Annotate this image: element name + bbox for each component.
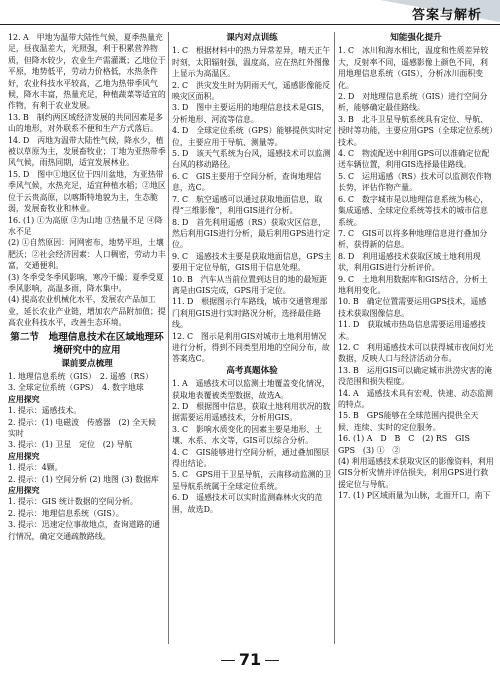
answer-line: 2. D 对地理信息系统（GIS）进行空间分析，能够确定最佳路线。 — [338, 92, 488, 113]
answer-line: 3. B 北斗卫星导航系统具有定位、导航、授时等功能，主要应用GPS（全球定位系统）技术。 — [338, 114, 494, 147]
answer-line: 1. C 冰川和海水相比，温度和性质差异较大，反射率不同，遥感影像上颜色不同，利用地理信息系统（GIS），分析冰川面积变化。 — [338, 46, 489, 90]
column-1 — [8, 32, 166, 646]
page-number — [0, 650, 500, 669]
answer-line: 2. 提示：地理信息系统（GIS）。 — [8, 508, 124, 518]
header-rule — [0, 24, 500, 25]
page-number-dash — [265, 660, 279, 661]
answer-line: 16. (1) A D B C (2) RS GIS GPS (3) ① ② — [338, 434, 478, 455]
answer-line: (2) ①自然原因：河网密布，地势平坦，土壤肥沃；②社会经济因素：人口稠密，劳动力丰富，交通便利。 — [8, 238, 166, 271]
answer-line: 3. 提示：(1) 卫星 定位 (2) 导航 — [8, 440, 133, 450]
answer-line: 7. C 航空遥感可以通过获取地面信息，取得“三维影像”，利用GIS进行分析。 — [172, 194, 323, 216]
answer-line: 14. D 丙地为温带大陆性气候，降水少，植被以草原为主，发展畜牧业；丁地为亚热带季风气候，雨热同期，适宜发展林业。 — [8, 135, 166, 168]
answer-line: 5. C GPS用于卫星导航，云南移动监测的卫星导航系统属于全球定位系统。 — [172, 470, 332, 491]
answer-line: 1. A 遥感技术可以监测土地覆盖变化情况，获取地表覆被类型数据，故选A。 — [172, 379, 330, 400]
answer-line: (4) 利用遥感技术获取灾区的影像资料，利用GIS分析灾情并评估损失，利用GPS进行救援定位与导航。 — [338, 457, 494, 489]
answer-line: 应用探究 — [8, 394, 40, 404]
header-title: 答案与解析 — [411, 8, 482, 23]
answer-line: 10. B 确定位置需要运用GPS技术，遥感技术获取图像信息。 — [338, 297, 487, 318]
answer-line: 2. 提示：(1) 电磁波 传感器 (2) 全天候 实时 — [8, 417, 164, 438]
column-2 — [172, 32, 332, 646]
column-divider — [168, 32, 169, 644]
answer-block — [8, 32, 166, 329]
answer-line: 9. C 土地利用数据库和GIS结合，分析土地利用变化。 — [338, 274, 488, 295]
answer-line: 6. D 遥感技术可以实时监测森林火灾的范围，故选D。 — [172, 493, 323, 514]
answer-line: 1. 地理信息系统（GIS） 2. 遥感（RS） — [8, 371, 153, 381]
answer-line: 4. D 全球定位系统（GPS）能够提供实时定位，主要应用于导航、测量等。 — [172, 126, 332, 147]
answer-line: 15. B GPS能够在全球范围内提供全天候、连续、实时的定位服务。 — [338, 411, 479, 432]
section-title: 第二节 地理信息技术在区域地理环境研究中的应用 — [10, 331, 164, 356]
answer-line: 1. 提示：GIS 统计数据的空间分析。 — [8, 497, 138, 507]
answer-line: (4) 提高农业机械化水平，发展农产品加工业，延长农业产业链，增加农产品附加值；提高农业科技水平，改善生态环境。 — [8, 295, 166, 328]
column-3 — [338, 32, 494, 646]
answer-block — [172, 378, 332, 515]
answer-line: 12. C 图示是利用GIS对城市土地利用情况进行分析，得到不同类型用地的空间分布，故答案选C。 — [172, 331, 330, 364]
answer-line: 应用探究 — [8, 451, 40, 461]
answer-line: 13. B 运用GIS可以确定城市洪涝灾害的淹没范围和损失程度。 — [338, 365, 493, 387]
answer-line: 3. D 图中主要运用的地理信息技术是GIS，分析地形、河流等信息。 — [172, 103, 330, 124]
answer-block — [172, 45, 332, 364]
answer-line: 2. 提示：(1) 空间分析 (2) 地图 (3) 数据库 — [8, 474, 159, 484]
answer-line: 3. 提示：迅速定位事故地点，查询道路的通行情况，确定交通疏散路线。 — [8, 520, 161, 541]
answer-line: 15. D 图中①地区位于四川盆地，为亚热带季风气候，水热充足，适宜种植水稻；②地区位于云贵高原，以喀斯特地貌为主，生态脆弱，发展畜牧业和林业。 — [8, 169, 166, 214]
answer-line: 10. B 汽车从当前位置到达目的地的最短距离是由GIS完成，GPS用于定位。 — [172, 274, 327, 295]
page-number-text: 71 — [238, 650, 262, 669]
answer-line: 9. C 遥感技术主要是获取地面信息，GPS主要用于定位导航，GIS用于信息处理。 — [172, 251, 332, 273]
answer-line: 11. D 获取城市热岛信息需要运用遥感技术。 — [338, 320, 486, 341]
page-header — [0, 0, 500, 26]
subsection-title: 知能强化提升 — [390, 33, 442, 43]
answer-line: 8. D 利用遥感技术获取区域土地利用现状，利用GIS进行分析评价。 — [338, 251, 481, 273]
answer-line: 4. C GIS能够进行空间分析，通过叠加图层得出结论。 — [172, 447, 330, 469]
answer-line: 12. C 利用遥感技术可以获得城市夜间灯光数据，反映人口与经济活动分布。 — [338, 342, 494, 364]
subsection-title: 课内对点训练 — [226, 33, 278, 43]
answer-block — [8, 371, 166, 542]
answer-line: 14. A 遥感技术具有宏观、快速、动态监测的特点。 — [338, 388, 493, 409]
answer-block — [338, 45, 494, 501]
subsection-title: 课前要点梳理 — [61, 358, 113, 369]
answer-line: 5. C 运用遥感（RS）技术可以监测农作物长势，评估作物产量。 — [338, 171, 492, 193]
answer-line: 7. C GIS可以将多种地理信息进行叠加分析，获得新的信息。 — [338, 228, 488, 250]
answer-line: 4. C 物流配送中利用GPS可以准确定位配送车辆位置，利用GIS选择最佳路线。 — [338, 149, 490, 170]
answer-line: 6. C 数字城市是以地理信息系统为核心，集成遥感、全球定位系统等技术的城市信息系统。 — [338, 194, 489, 227]
answer-line: 3. 全球定位系统（GPS） 4. 数字地球 — [8, 383, 144, 393]
page-number-dash — [221, 660, 235, 661]
answer-line: 应用探究 — [8, 486, 40, 496]
answer-line: 2. C 洪灾发生时为阴雨天气，遥感影像能反映灾区面积。 — [172, 80, 331, 102]
answer-line: (3) 冬季受冬季风影响，寒冷干燥；夏季受夏季风影响，高温多雨，降水集中。 — [8, 272, 164, 293]
answer-line: 1. 提示：遥感技术。 — [8, 406, 82, 416]
answer-line: 16. (1) ①为高原 ②为山地 ③热量不足 ④降水不足 — [8, 215, 163, 236]
answer-line: 13. B 制约两区域经济发展的共同因素是多山的地形，对外联系不便和生产方式落后。 — [8, 112, 163, 134]
answer-line: 2. D 根据图中信息，获取土地利用状况的数据需要运用遥感技术，分析用GIS。 — [172, 402, 331, 423]
answer-line: 1. C 根据材料中的热力异常差异，晴天正午时刻，太阳辐射强，温度高，应在热红外图像上显示为高温区。 — [172, 46, 331, 79]
answer-line: 8. D 首先利用遥感（RS）获取灾区信息，然后利用GIS进行分析，最后利用GPS进行定位。 — [172, 217, 331, 250]
answer-line: 3. C 影响水质变化的因素主要是地形、土壤、水系、水文等，GIS可以综合分析。 — [172, 424, 323, 446]
answer-line: 11. D 根据图示行车路线，城市交通管理部门利用GIS进行实时路况分析，选择最佳路线。 — [172, 297, 328, 330]
column-divider — [334, 32, 335, 644]
answer-line: 5. D 该天气系统为台风，遥感技术可以监测台风的移动路径。 — [172, 149, 331, 170]
answer-line: 6. C GIS主要用于空间分析，查询地理信息，选C。 — [172, 171, 322, 193]
answer-line: 17. (1) P区域雨量为山脉，北面开口，南下 — [338, 491, 491, 501]
answer-line: 1. 提示：4颗。 — [8, 463, 63, 473]
answer-line: 12. A 甲地为温带大陆性气候，夏季热量充足，昼夜温差大，光照强，利于积累营养物质，但降水较少，农业生产需灌溉；乙地位于平原，地势低平，劳动力价格低，水热条件好，农业科技水平较高，乙地为热带季风气候，降水丰富，热量充足，种植蔬菜等适宜的作物，有利于农业发展。 — [8, 33, 166, 111]
subsection-title: 高考真题体验 — [226, 365, 278, 376]
